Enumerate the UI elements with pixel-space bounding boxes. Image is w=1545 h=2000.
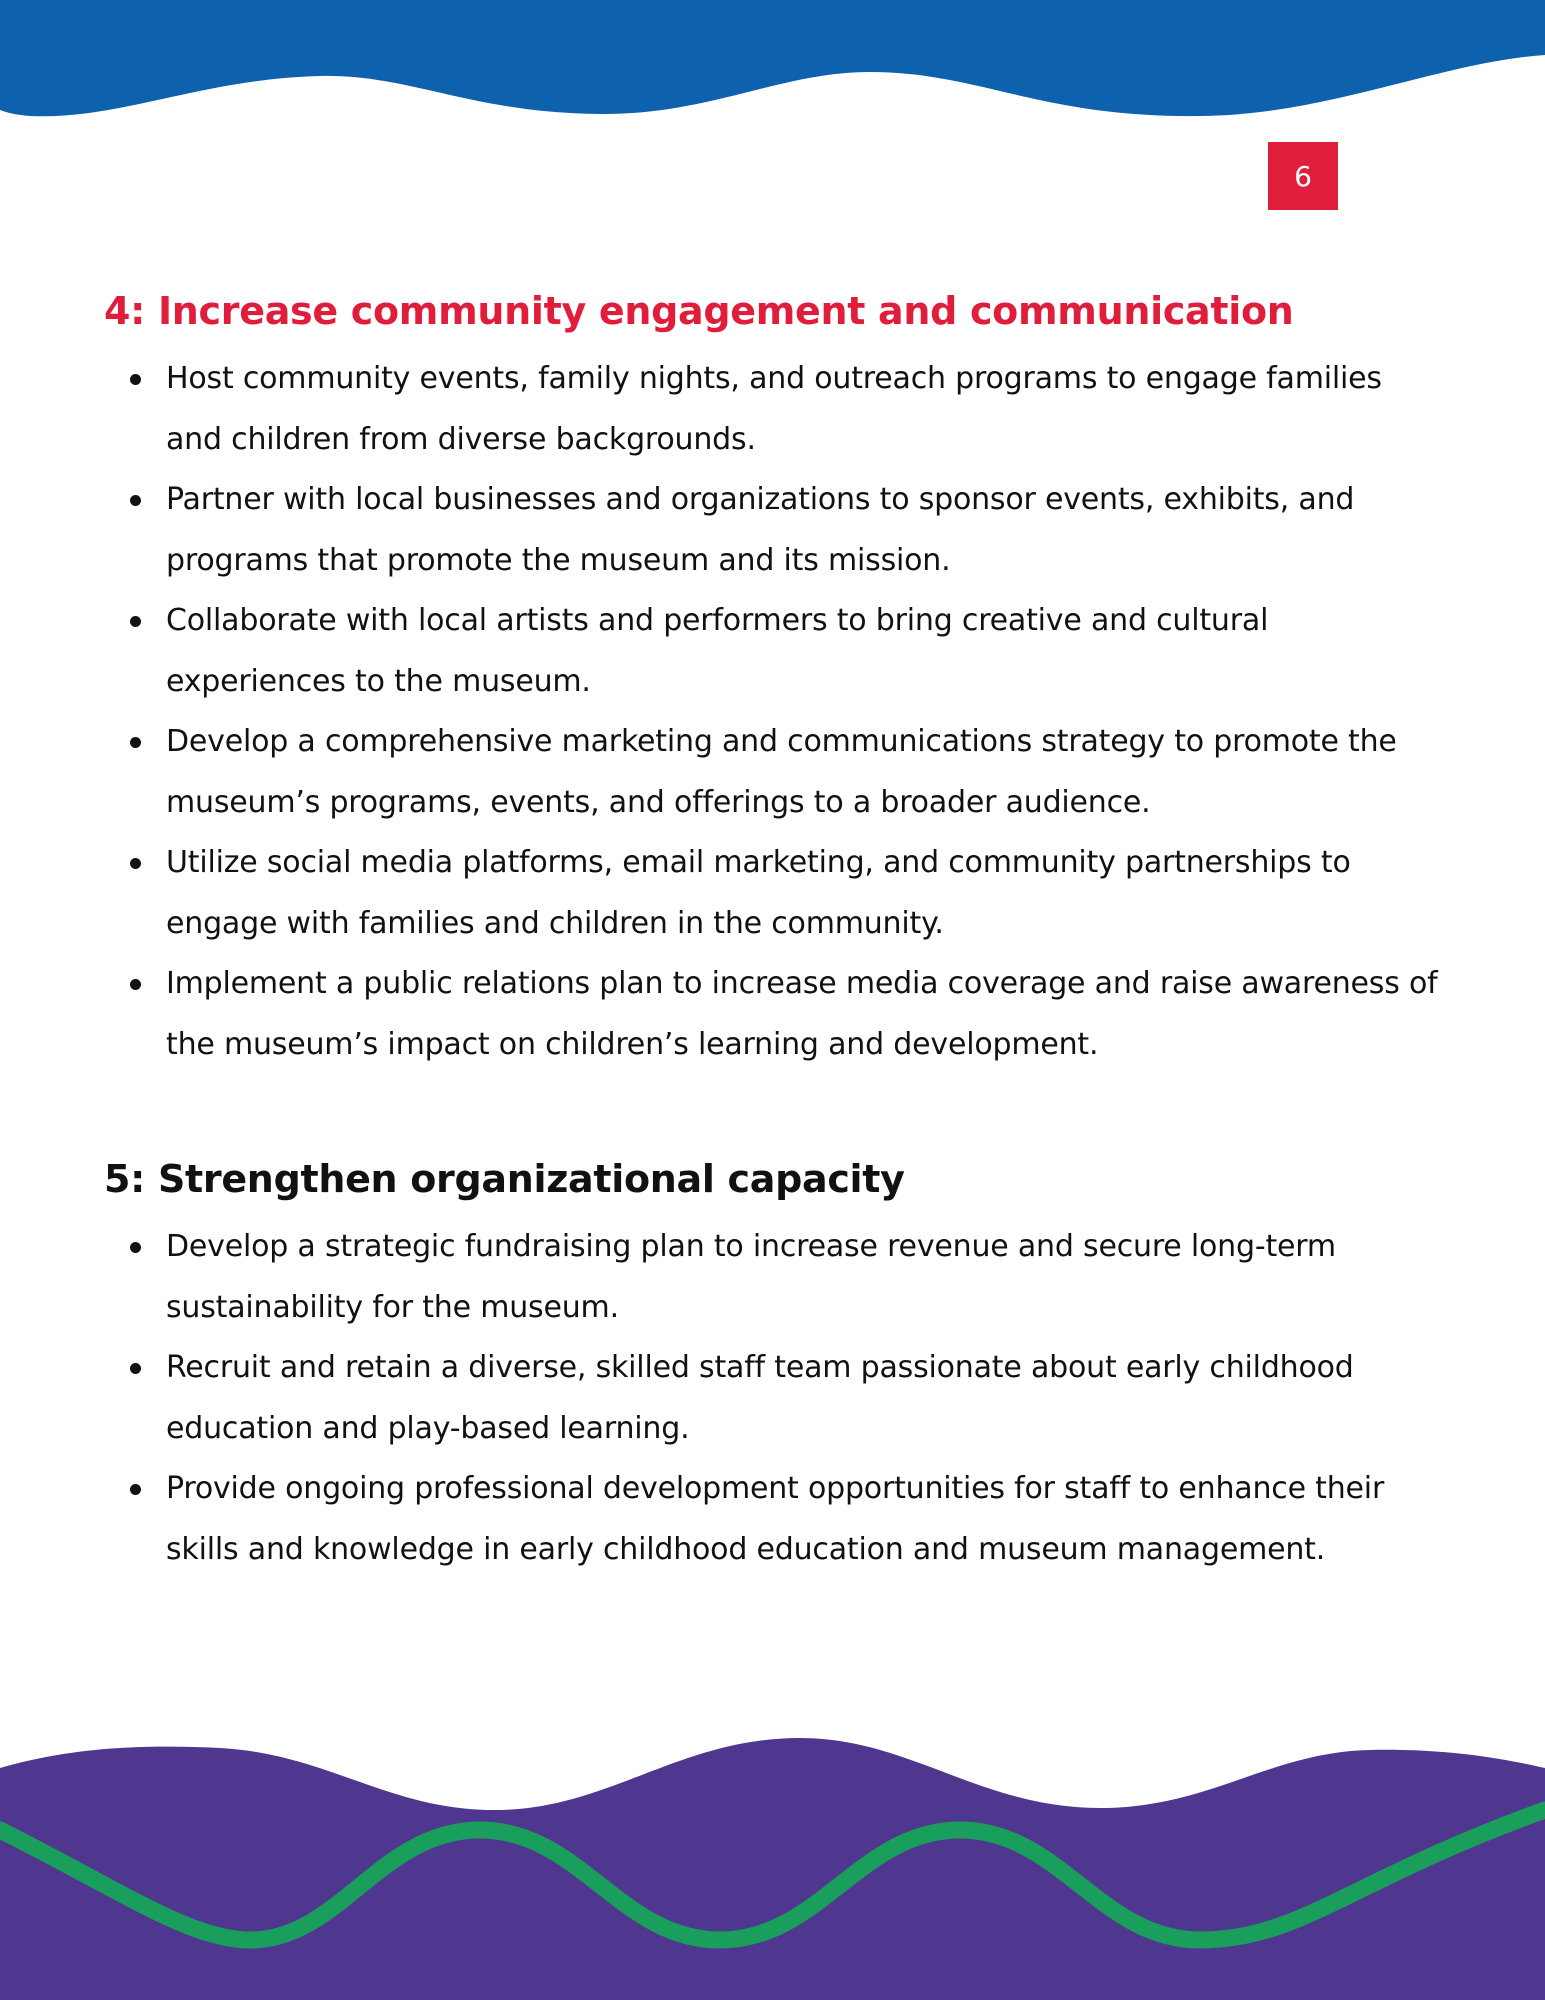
top-wave-decoration	[0, 0, 1545, 140]
bullet-item	[104, 712, 1444, 833]
bullet-list	[104, 1217, 1444, 1580]
bullet-text: Host community events, family nights, and outreach programs to engage families and children from diverse backgrounds.	[166, 361, 1382, 457]
bullet-text: Partner with local businesses and organizations to sponsor events, exhibits, and programs that promote the museum and its mission.	[166, 482, 1355, 578]
bullet-text: Develop a strategic fundraising plan to increase revenue and secure long-term sustainability for the museum.	[166, 1229, 1336, 1325]
page-number: 6	[1294, 159, 1312, 193]
bullet-item	[104, 1338, 1444, 1459]
bullet-dot-icon	[130, 616, 141, 627]
bullet-item	[104, 349, 1444, 470]
bullet-dot-icon	[130, 1363, 141, 1374]
page-number-badge	[1268, 142, 1338, 210]
bullet-dot-icon	[130, 1242, 141, 1253]
bullet-item	[104, 470, 1444, 591]
bullet-dot-icon	[130, 1484, 141, 1495]
bullet-dot-icon	[130, 495, 141, 506]
section-heading: 4: Increase community engagement and communication	[104, 289, 1294, 333]
bottom-wave-decoration	[0, 1700, 1545, 2000]
bullet-text: Utilize social media platforms, email marketing, and community partnerships to engage with families and children in the community.	[166, 845, 1351, 941]
bullet-text: Develop a comprehensive marketing and communications strategy to promote the museum’s programs, events, and offerings to a broader audience.	[166, 724, 1397, 820]
section-heading: 5: Strengthen organizational capacity	[104, 1157, 905, 1201]
bullet-item	[104, 1459, 1444, 1580]
bullet-item	[104, 1217, 1444, 1338]
bullet-dot-icon	[130, 374, 141, 385]
bullet-dot-icon	[130, 979, 141, 990]
bullet-text: Collaborate with local artists and performers to bring creative and cultural experiences to the museum.	[166, 603, 1269, 699]
bullet-text: Recruit and retain a diverse, skilled staff team passionate about early childhood education and play-based learning.	[166, 1350, 1354, 1446]
bullet-dot-icon	[130, 737, 141, 748]
section-organizational-capacity	[104, 1153, 1444, 1580]
section-community-engagement	[104, 285, 1444, 1075]
bullet-list	[104, 349, 1444, 1075]
bullet-text: Provide ongoing professional development opportunities for staff to enhance their skills and knowledge in early childhood education and museum management.	[166, 1471, 1385, 1567]
bullet-text: Implement a public relations plan to increase media coverage and raise awareness of the museum’s impact on children’s learning and development.	[166, 966, 1438, 1062]
bullet-item	[104, 833, 1444, 954]
bullet-item	[104, 954, 1444, 1075]
bullet-dot-icon	[130, 858, 141, 869]
bullet-item	[104, 591, 1444, 712]
